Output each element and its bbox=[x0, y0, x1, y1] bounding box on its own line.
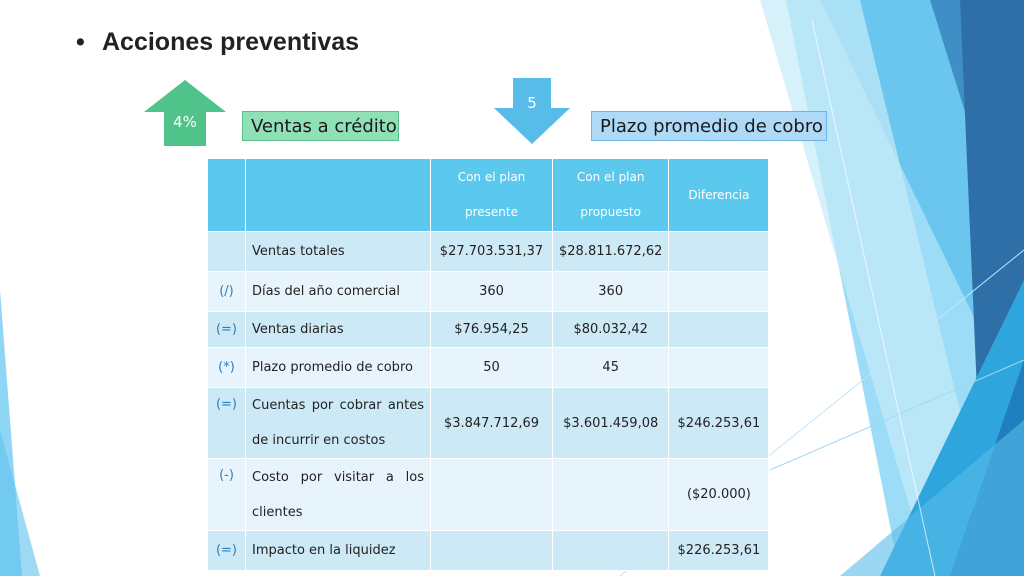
row-concept: Impacto en la liquidez bbox=[246, 531, 431, 571]
comparison-table bbox=[207, 158, 769, 571]
header-present: Con el plan presente bbox=[431, 159, 553, 232]
row-difference bbox=[669, 348, 769, 388]
row-concept: Ventas totales bbox=[246, 232, 431, 272]
decrease-value: 5 bbox=[527, 94, 537, 112]
plazo-cobro-label: Plazo promedio de cobro bbox=[591, 111, 827, 141]
row-difference: $246.253,61 bbox=[669, 388, 769, 459]
row-proposed: $28.811.672,62 bbox=[553, 232, 669, 272]
title-text: Acciones preventivas bbox=[102, 28, 360, 56]
row-difference: ($20.000) bbox=[669, 459, 769, 531]
table-row bbox=[208, 388, 769, 459]
row-present bbox=[431, 531, 553, 571]
row-symbol: (=) bbox=[208, 531, 246, 571]
row-difference: $226.253,61 bbox=[669, 531, 769, 571]
row-present: 360 bbox=[431, 272, 553, 312]
row-present: $27.703.531,37 bbox=[431, 232, 553, 272]
table-row bbox=[208, 232, 769, 272]
row-proposed bbox=[553, 459, 669, 531]
header-difference: Diferencia bbox=[669, 159, 769, 232]
row-concept: Ventas diarias bbox=[246, 312, 431, 348]
increase-value: 4% bbox=[173, 113, 197, 131]
table-row bbox=[208, 348, 769, 388]
row-symbol: (/) bbox=[208, 272, 246, 312]
header-symbol bbox=[208, 159, 246, 232]
ventas-credito-label: Ventas a crédito bbox=[242, 111, 399, 141]
increase-arrow bbox=[144, 80, 226, 146]
row-difference bbox=[669, 312, 769, 348]
row-symbol: (=) bbox=[208, 388, 246, 459]
row-symbol bbox=[208, 232, 246, 272]
row-symbol: (*) bbox=[208, 348, 246, 388]
decrease-arrow bbox=[494, 78, 570, 144]
table-row bbox=[208, 312, 769, 348]
row-concept: Plazo promedio de cobro bbox=[246, 348, 431, 388]
table-header-row bbox=[208, 159, 769, 232]
row-present: $3.847.712,69 bbox=[431, 388, 553, 459]
header-proposed: Con el plan propuesto bbox=[553, 159, 669, 232]
slide-title bbox=[76, 28, 359, 57]
table-row bbox=[208, 272, 769, 312]
row-concept: Cuentas por cobrar antes de incurrir en costos bbox=[246, 388, 431, 459]
row-present: $76.954,25 bbox=[431, 312, 553, 348]
row-proposed bbox=[553, 531, 669, 571]
row-difference bbox=[669, 272, 769, 312]
row-present bbox=[431, 459, 553, 531]
table-row bbox=[208, 459, 769, 531]
row-proposed: $3.601.459,08 bbox=[553, 388, 669, 459]
row-proposed: 45 bbox=[553, 348, 669, 388]
row-concept: Días del año comercial bbox=[246, 272, 431, 312]
header-concept bbox=[246, 159, 431, 232]
row-concept: Costo por visitar a los clientes bbox=[246, 459, 431, 531]
bullet: • bbox=[76, 28, 85, 56]
table-row bbox=[208, 531, 769, 571]
row-symbol: (=) bbox=[208, 312, 246, 348]
row-symbol: (-) bbox=[208, 459, 246, 531]
row-proposed: 360 bbox=[553, 272, 669, 312]
row-present: 50 bbox=[431, 348, 553, 388]
row-proposed: $80.032,42 bbox=[553, 312, 669, 348]
row-difference bbox=[669, 232, 769, 272]
